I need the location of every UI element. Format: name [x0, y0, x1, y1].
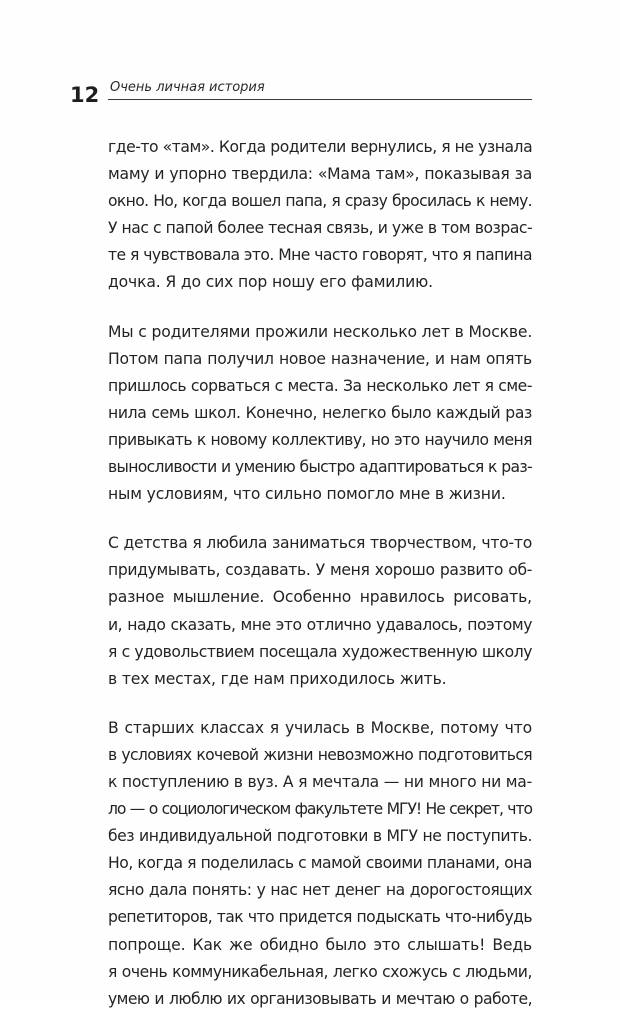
- text-line: те я чувствовала это. Мне часто говорят, что я папина: [108, 246, 532, 265]
- text-line: ным условиям, что сильно помогло мне в жизни.: [108, 485, 506, 504]
- text-line: С детства я любила заниматься творчеством, что-то: [108, 534, 532, 553]
- page-header: [70, 78, 532, 108]
- paragraph-4: [108, 715, 532, 1013]
- text-line: и, надо сказать, мне это отлично удавалось, поэтому: [108, 615, 532, 634]
- text-line: Но, когда я поделилась с мамой своими планами, она: [108, 854, 533, 873]
- text-line: ясно дала понять: у нас нет денег на дорогостоящих: [108, 881, 532, 900]
- text-line: окно. Но, когда вошел папа, я сразу бросилась к нему.: [108, 192, 532, 211]
- text-line: где-то «там». Когда родители вернулись, я не узнала: [108, 138, 533, 156]
- text-line: умею и люблю их организовывать и мечтаю о работе,: [108, 989, 532, 1008]
- text-line: У нас с папой более тесная связь, и уже в том возрас-: [108, 219, 533, 238]
- text-line: Потом папа получил новое назначение, и нам опять: [108, 349, 532, 368]
- text-line: я очень коммуникабельная, легко схожусь с людьми,: [108, 962, 532, 981]
- header-rule: [108, 99, 532, 100]
- text-line: выносливости и умению быстро адаптироваться к раз-: [108, 458, 532, 477]
- text-line: привыкать к новому коллективу, но это научило меня: [108, 430, 532, 449]
- running-title: Очень личная история: [110, 80, 265, 95]
- text-line: маму и упорно твердила: «Мама там», показывая за: [108, 165, 532, 184]
- text-line: разное мышление. Особенно нравилось рисовать,: [108, 588, 532, 607]
- text-line: нила семь школ. Конечно, нелегко было каждый раз: [108, 403, 532, 422]
- text-line: в условиях кочевой жизни невозможно подготовиться: [108, 745, 532, 764]
- text-line: попроще. Как же обидно было это слышать! Ведь: [108, 935, 532, 954]
- text-line: репетиторов, так что придется подыскать что-нибудь: [108, 908, 532, 927]
- paragraph-2: [108, 319, 532, 509]
- text-line: придумывать, создавать. У меня хорошо развито об-: [108, 561, 532, 580]
- body-text: [108, 134, 532, 1035]
- text-line: дочка. Я до сих пор ношу его фамилию.: [108, 273, 433, 292]
- text-line: В старших классах я училась в Москве, потому что: [108, 718, 532, 737]
- text-line: к поступлению в вуз. А я мечтала — ни много ни ма-: [108, 772, 532, 791]
- paragraph-1: [108, 134, 532, 297]
- paragraph-3: [108, 530, 532, 693]
- text-line: Мы с родителями прожили несколько лет в Москве.: [108, 322, 533, 341]
- text-line: я с удовольствием посещала художественную школу: [108, 642, 532, 661]
- text-line: ло — о социологическом факультете МГУ! Не секрет, что: [108, 800, 532, 819]
- text-line: в тех местах, где нам приходилось жить.: [108, 669, 447, 688]
- text-line: пришлось сорваться с места. За несколько лет я сме-: [108, 376, 532, 395]
- text-line: без индивидуальной подготовки в МГУ не поступить.: [108, 827, 532, 846]
- page-number: 12: [70, 83, 100, 107]
